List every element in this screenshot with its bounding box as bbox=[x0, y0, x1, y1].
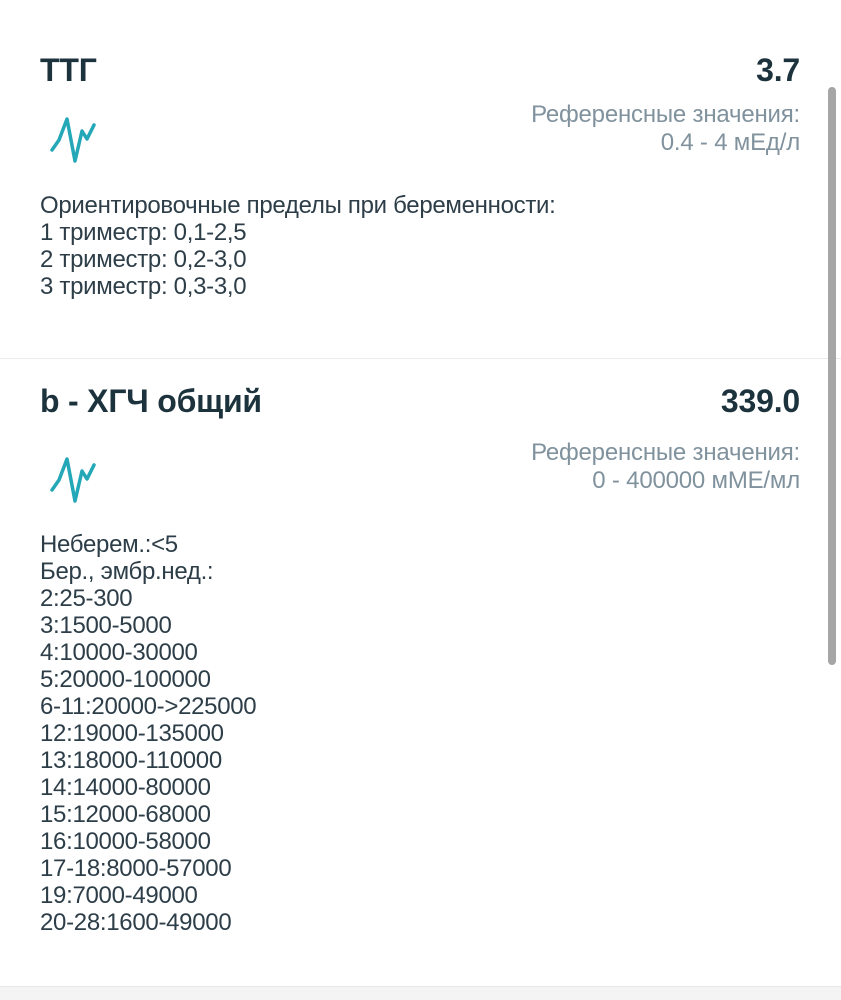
card-header bbox=[40, 383, 800, 419]
note-line: 19:7000-49000 bbox=[40, 882, 198, 909]
reference-block bbox=[531, 101, 800, 157]
note-line: Бер., эмбр.нед.: bbox=[40, 558, 214, 585]
pulse-waveform-icon bbox=[49, 454, 97, 506]
reference-notes bbox=[40, 531, 781, 936]
reference-label: Референсные значения: bbox=[531, 101, 800, 128]
reference-range: 0.4 - 4 мЕд/л bbox=[660, 129, 800, 156]
note-line: 1 триместр: 0,1-2,5 bbox=[40, 219, 247, 246]
note-line: 3:1500-5000 bbox=[40, 612, 172, 639]
note-line: Ориентировочные пределы при беременности: bbox=[40, 192, 556, 219]
result-value: 339.0 bbox=[720, 383, 800, 419]
analyte-name: ТТГ bbox=[40, 52, 97, 88]
scrollbar-thumb[interactable] bbox=[828, 87, 836, 665]
reference-notes bbox=[40, 192, 781, 300]
note-line: Неберем.:<5 bbox=[40, 531, 178, 558]
note-line: 15:12000-68000 bbox=[40, 801, 211, 828]
note-line: 2 триместр: 0,2-3,0 bbox=[40, 246, 247, 273]
note-line: 13:18000-110000 bbox=[40, 747, 222, 774]
reference-range: 0 - 400000 мМЕ/мл bbox=[592, 467, 800, 494]
result-card-hcg[interactable] bbox=[0, 358, 841, 986]
note-line: 20-28:1600-49000 bbox=[40, 909, 232, 936]
analyte-name: b - ХГЧ общий bbox=[40, 383, 262, 419]
note-line: 2:25-300 bbox=[40, 585, 133, 612]
note-line: 17-18:8000-57000 bbox=[40, 855, 232, 882]
note-line: 14:14000-80000 bbox=[40, 774, 211, 801]
note-line: 6-11:20000->225000 bbox=[40, 693, 257, 720]
note-line: 12:19000-135000 bbox=[40, 720, 224, 747]
note-line: 3 триместр: 0,3-3,0 bbox=[40, 273, 247, 300]
bottom-chrome-bar bbox=[0, 986, 841, 1000]
card-header bbox=[40, 52, 800, 88]
reference-label: Референсные значения: bbox=[531, 439, 800, 466]
pulse-waveform-icon bbox=[49, 114, 97, 166]
note-line: 4:10000-30000 bbox=[40, 639, 198, 666]
note-line: 16:10000-58000 bbox=[40, 828, 211, 855]
note-line: 5:20000-100000 bbox=[40, 666, 211, 693]
result-card-ttg[interactable] bbox=[0, 0, 841, 358]
result-value: 3.7 bbox=[756, 52, 800, 88]
reference-block bbox=[531, 439, 800, 495]
